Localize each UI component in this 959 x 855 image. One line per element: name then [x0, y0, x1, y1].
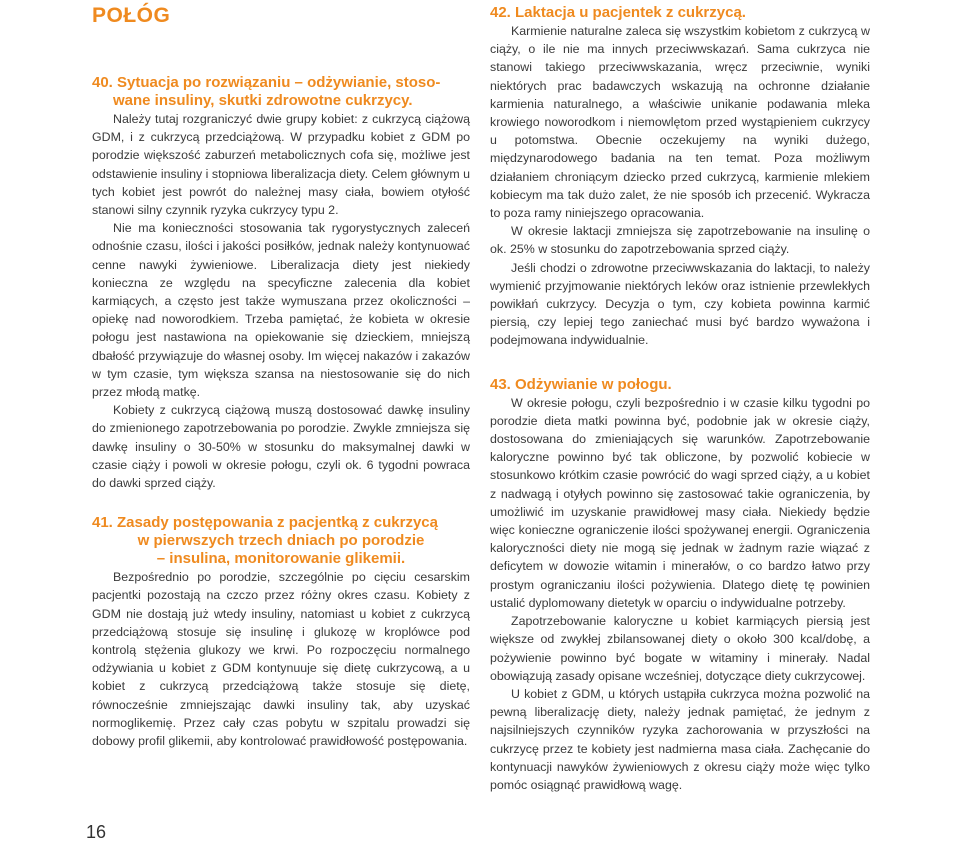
section-40-paragraph-2: Nie ma konieczności stosowania tak rygorystycznych zaleceń odnośnie czasu, ilości i jakości posiłków, jednak należy kontynuować cenne nawyki żywieniowe. Liberalizacja diety jest niekiedy konieczna ze względu na specyficzne zalecenia dla kobiet karmiących, a często jest także wymuszana przez okoliczności – opiekę nad noworodkiem. Trzeba pamiętać, że kobieta w okresie połogu jest nastawiona na opiekowanie się dzieckiem, mniejszą dbałość przywiązuje do własnej osoby. Im więcej nakazów i zakazów w tym czasie, tym większa szansa na niestosowanie się do nich przez młodą matkę. [92, 221, 470, 400]
page-header-title: POŁÓG [92, 4, 171, 27]
section-41-heading-line-3: – insulina, monitorowanie glikemii. [156, 550, 406, 568]
section-40-heading [92, 74, 470, 110]
section-42-paragraph-1: Karmienie naturalne zaleca się wszystkim kobietom z cukrzycą w ciąży, o ile nie ma innych przeciwwskazań. Sama cukrzyca nie stanowi takiego przeciwwskazania, wręcz przeciwnie, wyniki niektórych prac badawczych wskazują na ochronne działanie karmienia naturalnego, a właściwie unikanie podawania mleka krowiego noworodkom i niemowlętom przed wystąpieniem cukrzycy u potomstwa. Obecnie oczekujemy na wyniki dużego, międzynarodowego badania na ten temat. Poza możliwym działaniem chroniącym dziecko przed cukrzycą, karmienie mlekiem kobiecym ma tak dużo zalet, że nie sposób ich przecenić. Wykracza to poza ramy niniejszego opracowania. [490, 24, 870, 221]
right-column [490, 4, 870, 794]
section-40-heading-line-1: 40. Sytuacja po rozwiązaniu – odżywianie, stoso- [92, 74, 441, 91]
section-42-heading: 42. Laktacja u pacjentek z cukrzycą. [490, 4, 746, 21]
section-41-heading-line-1: 41. Zasady postępowania z pacjentką z cukrzycą [92, 514, 438, 532]
section-43-paragraph-2: Zapotrzebowanie kaloryczne u kobiet karmiących piersią jest większe od zwykłej zbilansowanej diety o około 300 kcal/dobę, a pożywienie powinno być bogate w witaminy i minerały. Nadal obowiązują zasady opisane wcześniej, dotyczące diety cukrzycowej. [490, 614, 870, 683]
section-42-paragraph-3: Jeśli chodzi o zdrowotne przeciwwskazania do laktacji, to należy wymienić przyjmowanie niektórych leków oraz istnienie przewlekłych powikłań cukrzycy. Decyzja o tym, czy kobieta powinna karmić piersią, czy lepiej tego zaniechać musi być bardzo wyważona i podejmowana indywidualnie. [490, 260, 870, 348]
section-43-paragraph-1: W okresie połogu, czyli bezpośrednio i w czasie kilku tygodni po porodzie dieta matki powinna być, podobnie jak w okresie ciąży, dostosowana do zmieniających się warunków. Zapotrzebowanie kaloryczne powinno być tak obliczone, by pozwolić kobiecie w stosunkowo krótkim czasie powrócić do wagi sprzed ciąży, a u kobiet z nadwagą i otyłych powinno się zastosować takie ograniczenia, by umożliwić im uzyskanie prawidłowej masy ciała. Niekiedy będzie więc konieczne ograniczenie ilości spożywanej energii. Ograniczenia kaloryczności diety nie mogą się jednak w żadnym razie wiązać z deficytem w dowozie witamin i minerałów, o co bardzo łatwo przy prostym ograniczaniu ilości pożywienia. Dlatego dietę tę powinien ustalić dyplomowany dietetyk w oparciu o indywidualne potrzeby. [490, 395, 870, 610]
section-41-heading [92, 514, 470, 568]
page-number: 16 [86, 822, 107, 842]
section-40-heading-line-2: wane insuliny, skutki zdrowotne cukrzycy. [113, 92, 413, 109]
section-41-paragraph-1: Bezpośrednio po porodzie, szczególnie po cięciu cesarskim pacjentki pozostają na czczo przez różny okres czasu. Kobiety z GDM nie dostają już wtedy insuliny, natomiast u kobiet z cukrzycą przedciążową stosuje się insulinę i glukozę w kroplówce pod kontrolą stężenia glukozy we krwi. Po rozpoczęciu normalnego odżywiania u kobiet z GDM kontynuuje się dietę cukrzycową, a u kobiet z cukrzycą przedciążową także stosuje się dietę, równocześnie zmniejszając dawki insuliny tak, aby uzyskać normoglikemię. Przez cały czas pobytu w szpitalu prowadzi się dobowy profil glikemii, aby kontrolować prawidłowość postępowania. [92, 570, 470, 749]
section-42-paragraph-2: W okresie laktacji zmniejsza się zapotrzebowanie na insulinę o ok. 25% w stosunku do zapotrzebowania sprzed ciąży. [490, 224, 870, 257]
section-40-paragraph-1: Należy tutaj rozgraniczyć dwie grupy kobiet: z cukrzycą ciążową GDM, i z cukrzycą przedciążową. W przypadku kobiet z GDM po porodzie większość zaburzeń metabolicznych cofa się, możliwe jest odstawienie insuliny i stopniowa liberalizacja diety. Celem głównym u tych kobiet jest powrót do należnej masy ciała, bowiem otyłość stanowi silny czynnik ryzyka cukrzycy typu 2. [92, 112, 470, 218]
section-41-heading-line-2: w pierwszych trzech dniach po porodzie [137, 532, 425, 550]
section-43-heading: 43. Odżywianie w połogu. [490, 375, 672, 393]
left-column [92, 74, 470, 750]
section-40-paragraph-3: Kobiety z cukrzycą ciążową muszą dostosować dawkę insuliny do zmienionego zapotrzebowania po porodzie. Zwykle zmniejsza się dawkę insuliny o 30-50% w stosunku do maksymalnej dawki w czasie ciąży i powoli w okresie połogu, czyli ok. 6 tygodni powraca do dawki sprzed ciąży. [92, 403, 470, 491]
section-43-paragraph-3: U kobiet z GDM, u których ustąpiła cukrzyca można pozwolić na pewną liberalizację diety, należy jednak pamiętać, że jednym z najsilniejszych czynników ryzyka zachorowania w przyszłości na cukrzycę przez te kobiety jest nadmierna masa ciała. Zachęcanie do kontynuacji nawyków żywieniowych z okresu ciąży może więc tylko pomóc osiągnąć prawidłową wagę. [490, 686, 870, 792]
